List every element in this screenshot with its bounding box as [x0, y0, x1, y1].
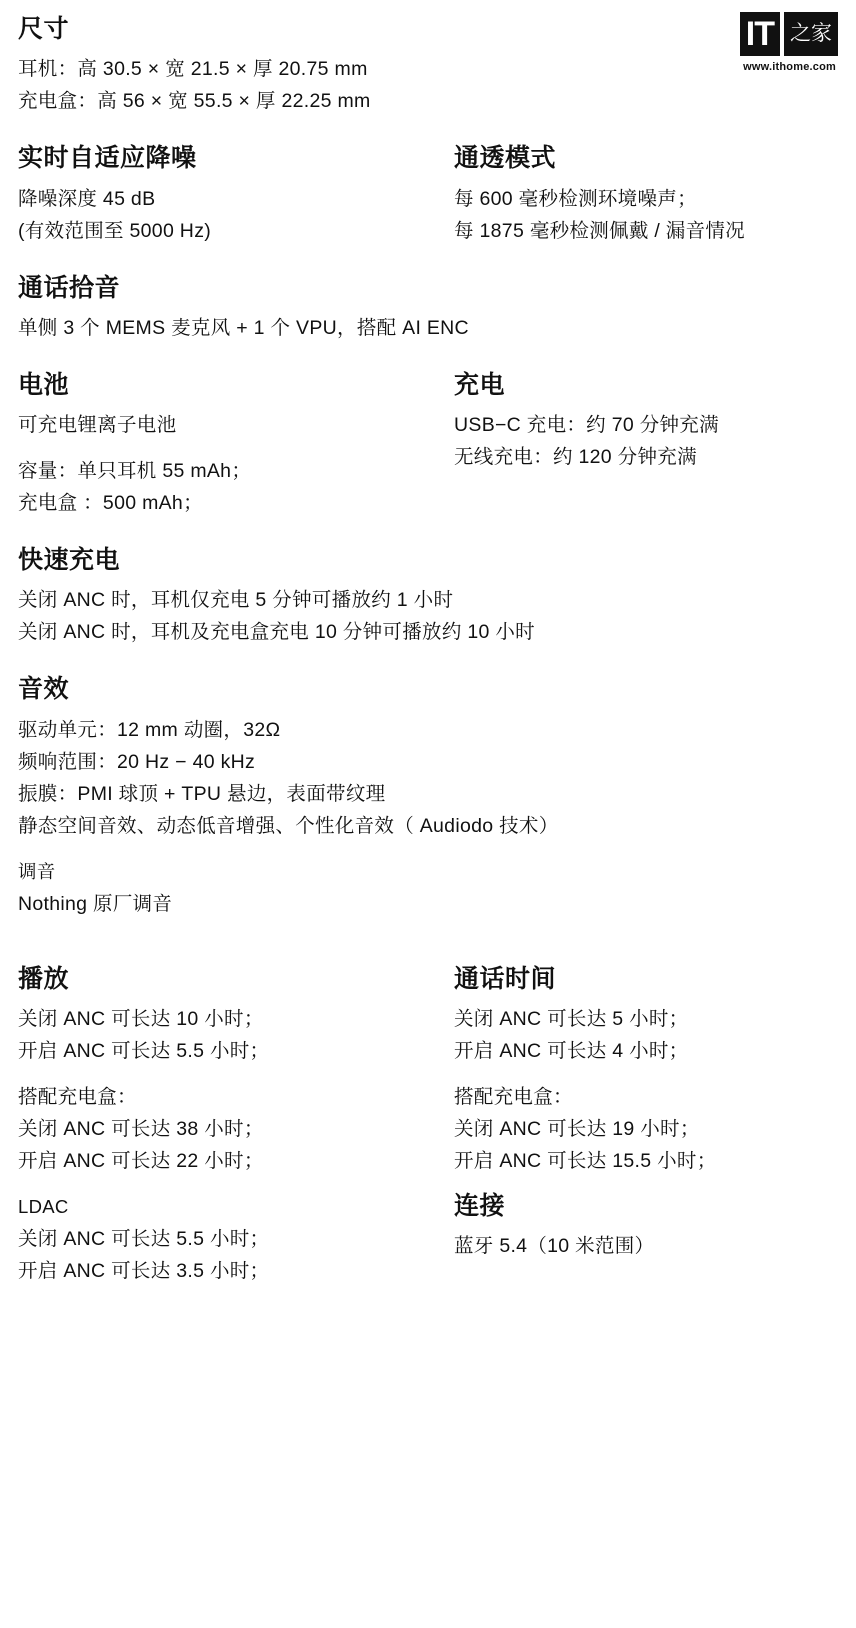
section-transparency [454, 143, 838, 246]
section-call-pickup-title: 通话拾音 [18, 273, 121, 302]
section-fast-charge-line-2: 关闭 ANC 时，耳机及充电盒充电 10 分钟可播放约 10 小时 [18, 621, 535, 644]
section-call-time-title: 通话时间 [454, 964, 557, 993]
section-call-time-case-label: 搭配充电盒： [454, 1085, 573, 1108]
section-call-time-line-2: 开启 ANC 可长达 4 小时； [454, 1039, 689, 1062]
section-anc-line-2: (有效范围至 5000 Hz) [18, 219, 212, 242]
section-sound-tuning-value: Nothing 原厂调音 [18, 892, 173, 915]
section-sound-line-1: 驱动单元：12 mm 动圈，32Ω [18, 718, 281, 741]
logo-mark [710, 12, 838, 56]
section-call-pickup-line-1: 单侧 3 个 MEMS 麦克风 + 1 个 VPU，搭配 AI ENC [18, 316, 469, 339]
section-battery-capacity-2: 充电盒 ：500 mAh； [18, 492, 203, 514]
section-fast-charge [18, 545, 838, 648]
section-playback-calltime-row [18, 964, 838, 1287]
section-connection-line-1: 蓝牙 5.4（10 米范围） [454, 1235, 655, 1257]
section-playback [18, 964, 454, 1287]
section-playback-case-label: 搭配充电盒： [18, 1085, 137, 1108]
section-charging-line-1: USB−C 充电：约 70 分钟充满 [454, 414, 719, 436]
section-playback-line-1: 关闭 ANC 可长达 10 小时； [18, 1007, 264, 1030]
section-playback-case-line-2: 开启 ANC 可长达 22 小时； [18, 1149, 264, 1172]
section-anc [18, 143, 454, 246]
site-logo [710, 12, 838, 73]
section-playback-ldac-line-1: 关闭 ANC 可长达 5.5 小时； [18, 1227, 270, 1250]
section-fast-charge-line-1: 关闭 ANC 时，耳机仅充电 5 分钟可播放约 1 小时 [18, 589, 454, 612]
section-fast-charge-title: 快速充电 [18, 546, 121, 574]
section-charging-title: 充电 [454, 370, 506, 399]
section-sound-tuning-label: 调音 [18, 860, 56, 882]
section-call-time-case-line-2: 开启 ANC 可长达 15.5 小时； [454, 1149, 717, 1172]
logo-url: www.ithome.com [743, 61, 836, 73]
logo-cn-text: 之家 [784, 12, 838, 56]
section-playback-title: 播放 [18, 964, 70, 993]
section-playback-ldac-label: LDAC [18, 1195, 69, 1217]
section-dimensions-title: 尺寸 [18, 15, 70, 43]
section-call-time-case-line-1: 关闭 ANC 可长达 19 小时； [454, 1117, 700, 1140]
section-charging [454, 370, 838, 519]
section-playback-case-line-1: 关闭 ANC 可长达 38 小时； [18, 1117, 264, 1140]
section-sound [18, 674, 838, 919]
section-call-time-line-1: 关闭 ANC 可长达 5 小时； [454, 1007, 689, 1030]
section-battery-capacity-1: 容量：单只耳机 55 mAh； [18, 460, 252, 482]
section-charging-line-2: 无线充电：约 120 分钟充满 [454, 446, 697, 468]
section-battery [18, 370, 454, 519]
section-anc-title: 实时自适应降噪 [18, 144, 197, 173]
section-sound-title: 音效 [18, 675, 70, 704]
section-battery-line-1: 可充电锂离子电池 [18, 414, 177, 436]
section-call-pickup [18, 273, 838, 344]
section-call-time [454, 964, 838, 1287]
section-playback-ldac-line-2: 开启 ANC 可长达 3.5 小时； [18, 1259, 270, 1282]
section-playback-line-2: 开启 ANC 可长达 5.5 小时； [18, 1039, 270, 1062]
section-transparency-title: 通透模式 [454, 144, 557, 173]
section-anc-line-1: 降噪深度 45 dB [18, 187, 156, 210]
section-dimensions-line-1: 耳机：高 30.5 × 宽 21.5 × 厚 20.75 mm [18, 58, 368, 81]
section-transparency-line-2: 每 1875 毫秒检测佩戴 / 漏音情况 [454, 219, 745, 242]
section-sound-line-3: 振膜：PMI 球顶 + TPU 悬边，表面带纹理 [18, 782, 386, 805]
section-sound-line-2: 频响范围：20 Hz − 40 kHz [18, 750, 256, 773]
section-anc-transparency-row [18, 143, 838, 246]
section-dimensions-line-2: 充电盒：高 56 × 宽 55.5 × 厚 22.25 mm [18, 90, 371, 113]
section-battery-title: 电池 [18, 370, 70, 399]
section-battery-charging-row [18, 370, 838, 519]
section-connection-title: 连接 [454, 1191, 506, 1220]
logo-it-text: IT [740, 12, 780, 56]
section-sound-line-4: 静态空间音效、动态低音增强、个性化音效（ Audiodo 技术） [18, 814, 559, 837]
section-transparency-line-1: 每 600 毫秒检测环境噪声； [454, 187, 697, 210]
